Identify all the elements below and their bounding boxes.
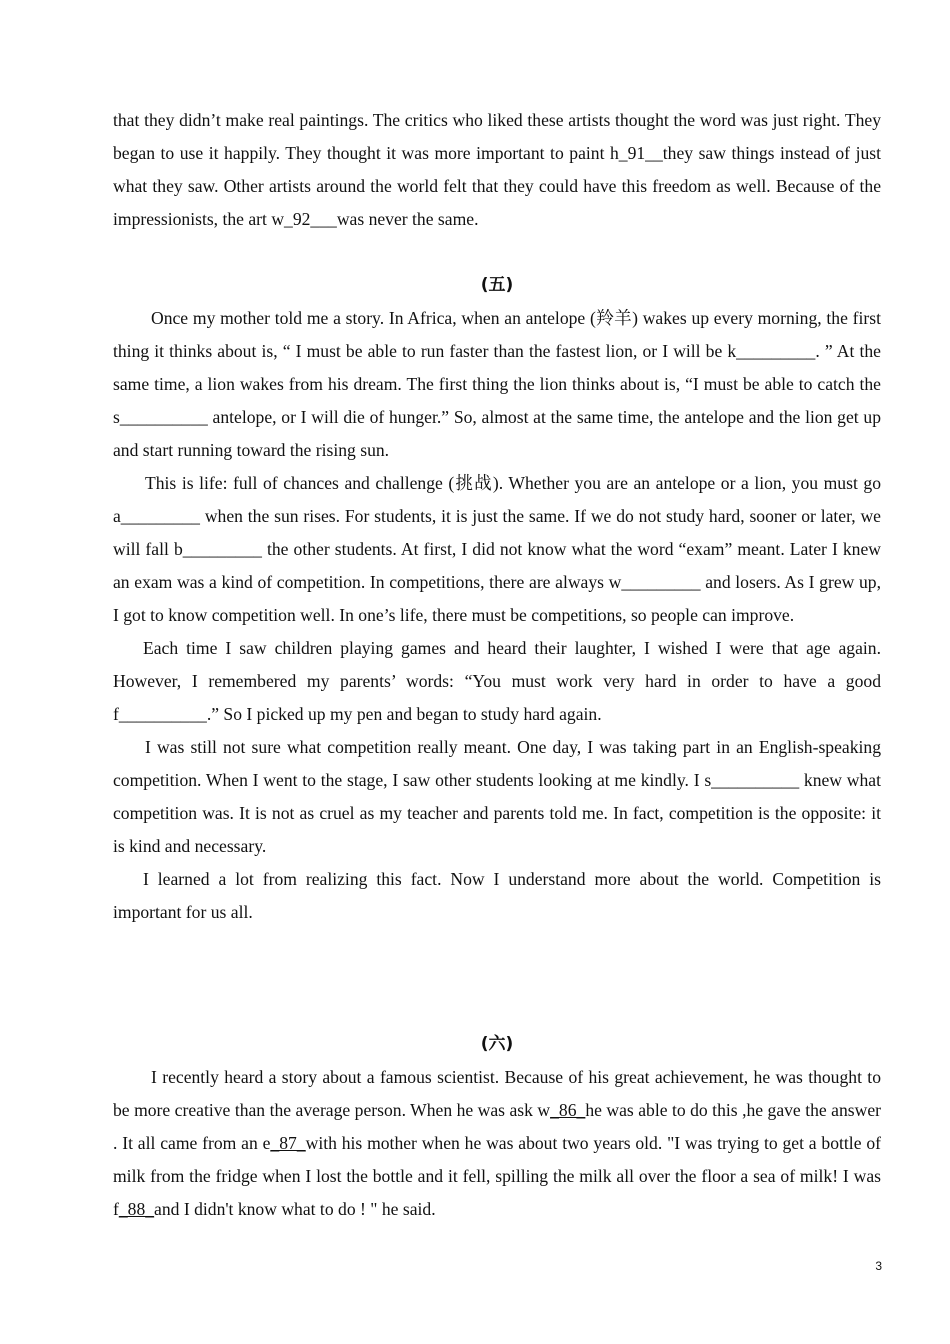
section6-text-c: with his mother when he was about two years old. "I was trying to get a bottle of milk from the fridge when I lost the bottle and it fell, spilling the milk all over the floor a sea of milk! I was f <box>113 1133 881 1219</box>
section5-paragraph-2: This is life: full of chances and challenge (挑战). Whether you are an antelope or a lion, you must go a_________ when the sun rises. For students, it is just the same. If we do not study hard, sooner or later, we will fall b_________ the other students. At first, I did not know what the word “exam” meant. Later I knew an exam was a kind of competition. In competitions, there are always w_________ and losers. As I grew up, I got to know competition well. In one’s life, there must be competitions, so people can improve. <box>113 473 881 625</box>
spacer <box>113 929 881 1028</box>
page-number: 3 <box>875 1259 882 1273</box>
section5-heading: (五) <box>480 275 514 295</box>
section6-text-d: and I didn't know what to do ! " he said. <box>154 1199 436 1219</box>
section6-heading: (六) <box>480 1034 514 1054</box>
blank-88: _88_ <box>118 1199 155 1219</box>
section5-paragraph-4: I was still not sure what competition really meant. One day, I was taking part in an English-speaking competition. When I went to the stage, I saw other students looking at me kindly. I s__________ knew what competition was. It is not as cruel as my teacher and parents told me. In fact, competition is the opposite: it is kind and necessary. <box>113 737 881 856</box>
blank-87: _87_ <box>270 1133 306 1153</box>
section6-paragraph-1 <box>113 1061 881 1226</box>
section4-paragraph: that they didn’t make real paintings. The critics who liked these artists thought the word was just right. They began to use it happily. They thought it was more important to paint h_91__they saw things instead of just what they saw. Other artists around the world felt that they could have this freedom as well. Because of the impressionists, the art w_92___was never the same. <box>113 110 881 229</box>
section5-paragraph-1: Once my mother told me a story. In Africa, when an antelope (羚羊) wakes up every morning, the first thing it thinks about is, “ I must be able to run faster than the fastest lion, or I will be k_________. ” At the same time, a lion wakes from his dream. The first thing the lion thinks about is, “I must be able to catch the s__________ antelope, or I will die of hunger.” So, almost at the same time, the antelope and the lion get up and start running toward the rising sun. <box>113 308 881 460</box>
section6-text-a: I recently heard a story about a famous scientist. Because of his great achievement, he was thought to be more creative than the average person. When he was ask w <box>113 1067 881 1120</box>
section6-text-b: he was able to do this ,he gave the answer . It all came from an e <box>113 1100 881 1153</box>
section5-paragraph-3: Each time I saw children playing games and heard their laughter, I wished I were that age again. However, I remembered my parents’ words: “You must work very hard in order to have a good f__________.” So I picked up my pen and began to study hard again. <box>113 638 881 724</box>
section5-paragraph-5: I learned a lot from realizing this fact. Now I understand more about the world. Competition is important for us all. <box>113 869 881 922</box>
blank-86: _86_ <box>550 1100 586 1120</box>
spacer <box>113 236 881 269</box>
document-page <box>113 104 881 1226</box>
